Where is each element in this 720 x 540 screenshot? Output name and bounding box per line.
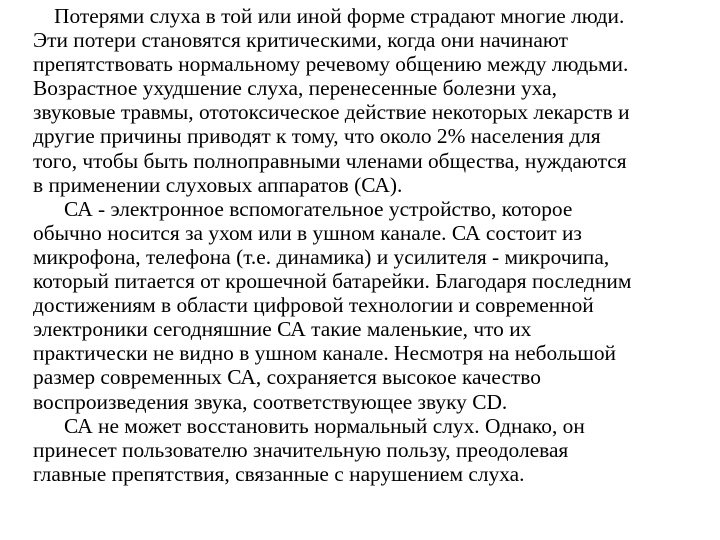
paragraph-3: [33, 414, 715, 486]
text-line: Потерями слуха в той или иной форме страдают многие люди.: [54, 4, 625, 28]
document-body: [33, 4, 715, 486]
text-line: другие причины приводят к тому, что около 2% населения для: [33, 124, 601, 149]
text-line: Возрастное ухудшение слуха, перенесенные болезни уха,: [33, 76, 557, 101]
text-line: обычно носится за ухом или в ушном канале. СА состоит из: [33, 220, 582, 245]
text-line: препятствовать нормальному речевому общению между людьми.: [33, 52, 629, 77]
text-line: в применении слуховых аппаратов (СА).: [33, 172, 403, 197]
text-line: электроники сегодняшние СА такие маленькие, что их: [33, 317, 532, 342]
text-line: микрофона, телефона (т.е. динамика) и усилителя - микрочипа,: [33, 244, 610, 269]
text-line: того, чтобы быть полноправными членами общества, нуждаются: [33, 148, 627, 173]
text-line: СА не может восстановить нормальный слух. Однако, он: [64, 413, 585, 438]
paragraph-2: [33, 197, 715, 414]
text-line: принесет пользователю значительную пользу, преодолевая: [33, 437, 569, 462]
text-line: Эти потери становятся критическими, когда они начинают: [33, 28, 568, 53]
text-line: СА - электронное вспомогательное устройство, которое: [64, 196, 573, 221]
text-line: размер современных СА, сохраняется высокое качество: [33, 365, 541, 390]
text-line: главные препятствия, связанные с нарушением слуха.: [33, 461, 525, 486]
text-line: который питается от крошечной батарейки. Благодаря последним: [33, 269, 632, 294]
text-line: воспроизведения звука, соответствующее звуку CD.: [33, 389, 508, 414]
text-line: достижениям в области цифровой технологии и современной: [33, 293, 594, 318]
paragraph-1: [33, 4, 715, 197]
text-line: звуковые травмы, ототоксическое действие некоторых лекарств и: [33, 100, 630, 125]
text-line: практически не видно в ушном канале. Несмотря на небольшой: [33, 341, 616, 366]
